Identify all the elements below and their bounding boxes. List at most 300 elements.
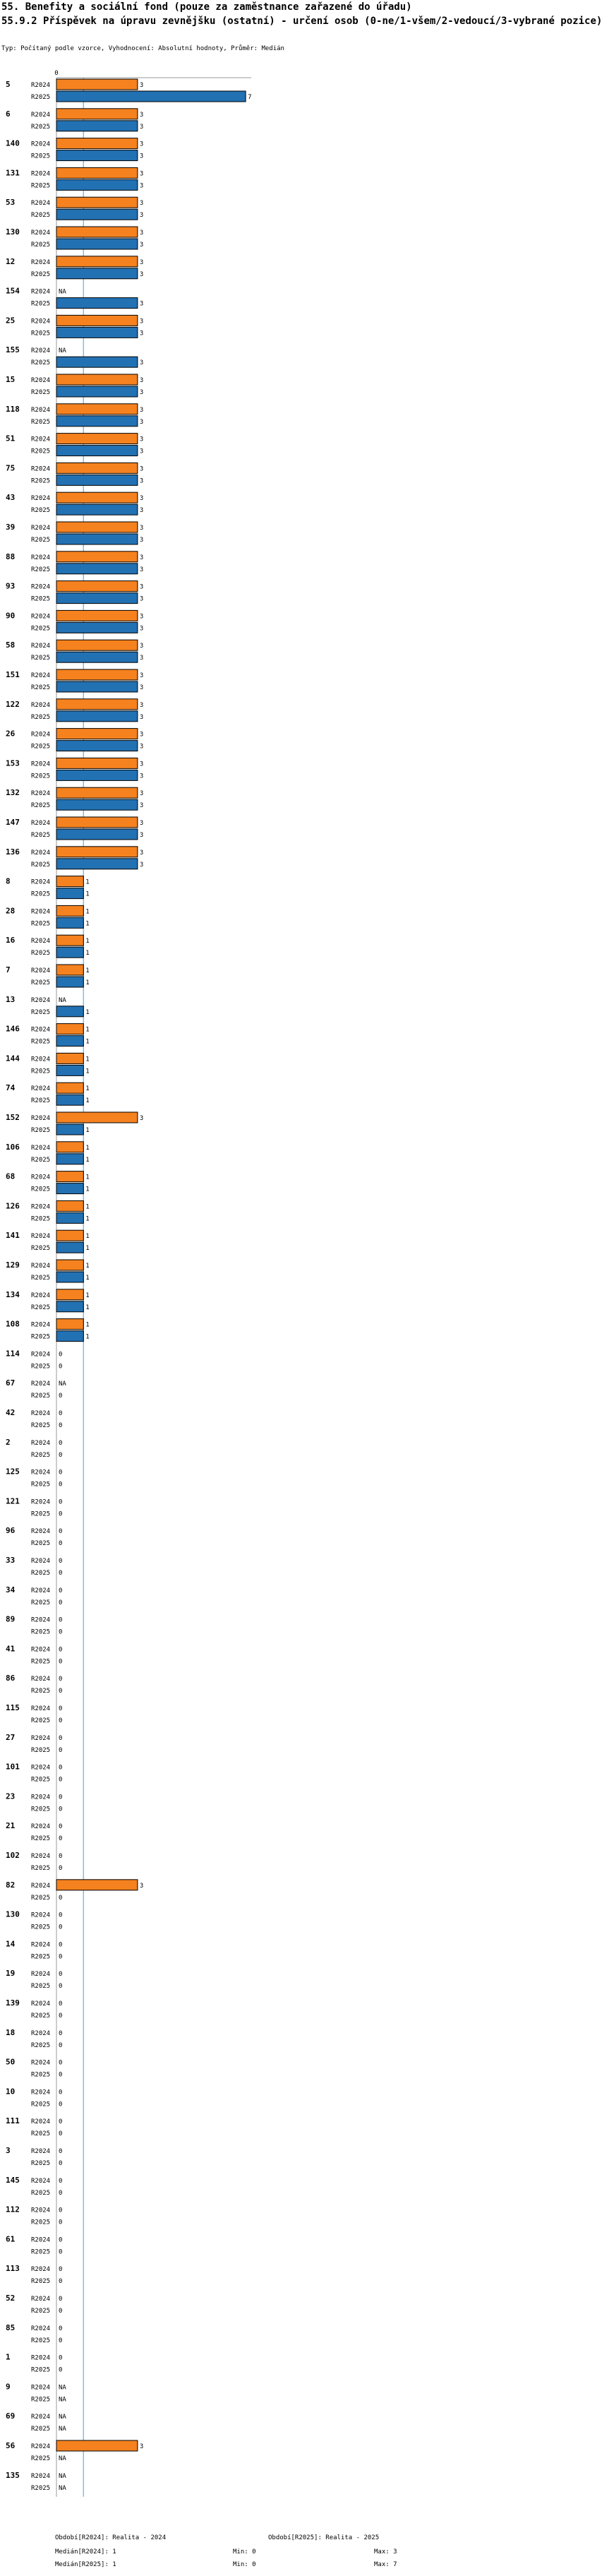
category-label: 114 — [6, 1349, 20, 1359]
category-label: 135 — [6, 2470, 20, 2480]
value-label: 3 — [139, 743, 144, 751]
bar — [56, 935, 83, 946]
series-label: R2024 — [31, 701, 51, 709]
bar — [56, 640, 138, 650]
category-label: 61 — [6, 2234, 16, 2244]
series-label: R2025 — [31, 1451, 51, 1459]
series-label: R2024 — [31, 672, 51, 679]
category-label: 67 — [6, 1378, 16, 1388]
series-label: R2024 — [31, 111, 51, 119]
series-label: R2024 — [31, 2089, 51, 2097]
value-label: 0 — [59, 1410, 63, 1417]
bar — [56, 581, 138, 592]
series-label: R2025 — [31, 595, 51, 603]
bar — [56, 404, 138, 415]
series-label: R2025 — [31, 566, 51, 573]
value-label: 0 — [59, 2012, 63, 2020]
series-label: R2025 — [31, 2396, 51, 2404]
series-label: R2025 — [31, 1215, 51, 1223]
value-label: 1 — [85, 1038, 90, 1046]
series-label: R2025 — [31, 270, 51, 278]
category-label: 130 — [6, 1909, 20, 1919]
value-label: 3 — [139, 525, 144, 532]
value-label: 0 — [59, 2089, 63, 2097]
value-label: 1 — [85, 1008, 90, 1016]
value-label: 3 — [139, 802, 144, 810]
bar — [56, 150, 138, 161]
series-label: R2025 — [31, 832, 51, 839]
series-label: R2024 — [31, 938, 51, 946]
value-label: 1 — [85, 1333, 90, 1341]
bar — [56, 977, 83, 987]
na-label: NA — [59, 2414, 66, 2421]
series-label: R2025 — [31, 1127, 51, 1134]
value-label: 3 — [139, 713, 144, 721]
bar — [56, 652, 138, 662]
value-label: 0 — [59, 2308, 63, 2315]
value-label: 0 — [59, 2071, 63, 2079]
bar — [56, 947, 83, 958]
bar — [56, 610, 138, 621]
series-label: R2025 — [31, 2041, 51, 2049]
value-label: 3 — [139, 448, 144, 455]
category-label: 23 — [6, 1791, 16, 1801]
series-label: R2024 — [31, 731, 51, 739]
series-label: R2024 — [31, 2414, 51, 2421]
na-label: NA — [59, 2384, 66, 2392]
category-label: 151 — [6, 670, 20, 679]
category-label: 153 — [6, 758, 20, 768]
series-label: R2025 — [31, 1746, 51, 1754]
series-label: R2025 — [31, 1097, 51, 1105]
value-label: 1 — [85, 967, 90, 974]
series-label: R2025 — [31, 1333, 51, 1341]
series-label: R2025 — [31, 655, 51, 662]
value-label: 0 — [59, 2101, 63, 2109]
category-label: 7 — [6, 965, 11, 974]
series-label: R2025 — [31, 1688, 51, 1695]
footer-max-2025: Max: 7 — [374, 2561, 397, 2568]
value-label: 0 — [59, 1746, 63, 1754]
value-label: 3 — [139, 554, 144, 561]
value-label: 0 — [59, 2000, 63, 2008]
value-label: 3 — [139, 2443, 144, 2450]
category-label: 108 — [6, 1319, 20, 1329]
value-label: 3 — [139, 477, 144, 485]
value-label: 0 — [59, 1616, 63, 1624]
category-label: 6 — [6, 109, 11, 119]
series-label: R2025 — [31, 2101, 51, 2109]
value-label: 0 — [59, 1794, 63, 1801]
value-label: 3 — [139, 583, 144, 591]
value-label: 1 — [85, 1215, 90, 1223]
series-label: R2025 — [31, 2455, 51, 2462]
bar — [56, 179, 138, 190]
footer-median-2024: Medián[R2024]: 1 — [55, 2548, 116, 2556]
category-label: 9 — [6, 2382, 11, 2392]
category-label: 136 — [6, 847, 20, 857]
value-label: 0 — [59, 1688, 63, 1695]
axis-tick-label: 0 — [54, 70, 59, 77]
value-label: 1 — [85, 1026, 90, 1034]
series-label: R2024 — [31, 2443, 51, 2450]
series-label: R2025 — [31, 1717, 51, 1724]
value-label: 3 — [139, 684, 144, 691]
category-label: 18 — [6, 2027, 16, 2037]
series-label: R2024 — [31, 141, 51, 148]
series-label: R2025 — [31, 1363, 51, 1371]
series-label: R2024 — [31, 2384, 51, 2392]
category-label: 139 — [6, 1998, 20, 2008]
value-label: 3 — [139, 111, 144, 119]
value-label: 0 — [59, 2059, 63, 2067]
category-label: 58 — [6, 640, 16, 650]
series-label: R2024 — [31, 2148, 51, 2155]
value-label: 1 — [85, 950, 90, 958]
category-label: 131 — [6, 168, 20, 178]
series-label: R2025 — [31, 1186, 51, 1193]
bar — [56, 622, 138, 633]
bar — [56, 1272, 83, 1282]
category-label: 50 — [6, 2057, 16, 2067]
value-label: 3 — [139, 595, 144, 603]
value-label: 3 — [139, 849, 144, 857]
value-label: 0 — [59, 2189, 63, 2197]
footer-period-2024: Období[R2024]: Realita - 2024 — [55, 2534, 167, 2541]
bar — [56, 492, 138, 503]
series-label: R2024 — [31, 82, 51, 89]
category-label: 82 — [6, 1880, 16, 1890]
series-label: R2025 — [31, 2160, 51, 2167]
bar — [56, 91, 246, 102]
series-label: R2025 — [31, 1924, 51, 1931]
series-label: R2024 — [31, 1085, 51, 1093]
series-label: R2025 — [31, 1245, 51, 1253]
bar — [56, 2440, 138, 2451]
category-label: 140 — [6, 138, 20, 148]
value-label: 3 — [139, 123, 144, 131]
value-label: 0 — [59, 1806, 63, 1813]
bar — [56, 1112, 138, 1123]
bar — [56, 847, 138, 857]
bar — [56, 1289, 83, 1300]
value-label: 0 — [59, 2366, 63, 2374]
series-label: R2024 — [31, 1498, 51, 1506]
value-label: 0 — [59, 2236, 63, 2244]
footer-min-2025: Min: 0 — [233, 2561, 256, 2568]
bar — [56, 859, 138, 869]
category-label: 146 — [6, 1024, 20, 1034]
bar — [56, 965, 83, 975]
na-label: NA — [59, 2484, 66, 2492]
bar — [56, 167, 138, 178]
na-label: NA — [59, 288, 66, 296]
value-label: 0 — [59, 1971, 63, 1979]
bar — [56, 1142, 83, 1152]
series-label: R2024 — [31, 613, 51, 621]
series-label: R2025 — [31, 1008, 51, 1016]
bar — [56, 1242, 83, 1253]
category-label: 34 — [6, 1585, 16, 1594]
series-label: R2025 — [31, 684, 51, 691]
category-label: 118 — [6, 404, 20, 414]
value-label: 3 — [139, 406, 144, 414]
value-label: 1 — [85, 938, 90, 946]
series-label: R2024 — [31, 465, 51, 473]
series-label: R2024 — [31, 554, 51, 561]
series-label: R2025 — [31, 920, 51, 928]
series-label: R2025 — [31, 448, 51, 455]
category-label: 144 — [6, 1054, 20, 1063]
series-label: R2024 — [31, 1203, 51, 1211]
series-label: R2025 — [31, 1658, 51, 1666]
series-label: R2025 — [31, 2012, 51, 2020]
bar — [56, 1036, 83, 1046]
category-label: 88 — [6, 551, 16, 561]
series-label: R2025 — [31, 1481, 51, 1489]
series-label: R2024 — [31, 1882, 51, 1890]
bar — [56, 1053, 83, 1063]
value-label: 1 — [85, 1292, 90, 1299]
bar — [56, 1260, 83, 1270]
series-label: R2025 — [31, 1894, 51, 1902]
category-label: 129 — [6, 1260, 20, 1270]
footer-period-2025: Období[R2025]: Realita - 2025 — [268, 2534, 380, 2541]
bar — [56, 256, 138, 267]
bar — [56, 504, 138, 515]
series-label: R2024 — [31, 1558, 51, 1565]
value-label: 3 — [139, 566, 144, 573]
series-label: R2025 — [31, 890, 51, 898]
bar — [56, 1212, 83, 1223]
bar — [56, 79, 138, 90]
series-label: R2025 — [31, 1865, 51, 1872]
series-label: R2024 — [31, 2029, 51, 2037]
value-label: 0 — [59, 2248, 63, 2256]
category-label: 21 — [6, 1821, 16, 1831]
series-label: R2025 — [31, 1540, 51, 1548]
chart-title-line2: 55.9.2 Příspěvek na úpravu zevnějšku (ostatní) - určení osob (0-ne/1-všem/2-vedoucí/3-vybrané pozice) — [1, 16, 602, 27]
bar — [56, 758, 138, 768]
category-label: 147 — [6, 818, 20, 827]
series-label: R2025 — [31, 182, 51, 190]
bar — [56, 1230, 83, 1241]
series-label: R2024 — [31, 2207, 51, 2214]
value-label: 1 — [85, 1203, 90, 1211]
category-label: 53 — [6, 198, 16, 208]
value-label: 0 — [59, 2207, 63, 2214]
series-label: R2025 — [31, 2366, 51, 2374]
bar — [56, 386, 138, 397]
category-label: 69 — [6, 2411, 16, 2421]
value-label: 0 — [59, 1422, 63, 1429]
bar — [56, 681, 138, 692]
category-label: 125 — [6, 1467, 20, 1477]
series-label: R2024 — [31, 1853, 51, 1860]
value-label: 3 — [139, 507, 144, 515]
series-label: R2024 — [31, 1351, 51, 1359]
category-label: 130 — [6, 227, 20, 237]
series-label: R2024 — [31, 1026, 51, 1034]
series-label: R2024 — [31, 436, 51, 443]
bar — [56, 711, 138, 722]
series-label: R2025 — [31, 2071, 51, 2079]
series-label: R2025 — [31, 507, 51, 515]
series-label: R2024 — [31, 761, 51, 768]
series-label: R2025 — [31, 300, 51, 308]
bar — [56, 829, 138, 840]
series-label: R2024 — [31, 1439, 51, 1447]
na-label: NA — [59, 2396, 66, 2404]
series-label: R2024 — [31, 200, 51, 208]
series-label: R2025 — [31, 1068, 51, 1075]
series-label: R2024 — [31, 2059, 51, 2067]
series-label: R2024 — [31, 1676, 51, 1683]
series-label: R2025 — [31, 802, 51, 810]
bar — [56, 1331, 83, 1342]
bar — [56, 564, 138, 574]
series-label: R2024 — [31, 318, 51, 326]
category-label: 39 — [6, 523, 16, 532]
series-label: R2024 — [31, 1469, 51, 1477]
value-label: 0 — [59, 1439, 63, 1447]
value-label: 0 — [59, 1481, 63, 1489]
value-label: 3 — [139, 418, 144, 426]
category-label: 152 — [6, 1113, 20, 1122]
bar — [56, 109, 138, 119]
value-label: 0 — [59, 1510, 63, 1518]
bar — [56, 905, 83, 916]
value-label: 0 — [59, 1558, 63, 1565]
bar — [56, 434, 138, 444]
series-label: R2024 — [31, 1794, 51, 1801]
value-label: 1 — [85, 1174, 90, 1181]
na-label: NA — [59, 996, 66, 1004]
category-label: 89 — [6, 1614, 16, 1624]
category-label: 5 — [6, 80, 11, 89]
bar — [56, 475, 138, 485]
value-label: 3 — [139, 330, 144, 338]
value-label: 3 — [139, 270, 144, 278]
value-label: 0 — [59, 1983, 63, 1991]
series-label: R2025 — [31, 242, 51, 249]
bar — [56, 268, 138, 279]
bar — [56, 1200, 83, 1211]
series-label: R2024 — [31, 1705, 51, 1712]
value-label: 3 — [139, 773, 144, 780]
series-label: R2024 — [31, 1233, 51, 1241]
series-label: R2025 — [31, 537, 51, 544]
value-label: 3 — [139, 436, 144, 443]
value-label: 3 — [139, 170, 144, 178]
na-label: NA — [59, 2426, 66, 2433]
bar — [56, 534, 138, 544]
value-label: 0 — [59, 1894, 63, 1902]
series-label: R2024 — [31, 288, 51, 296]
series-label: R2024 — [31, 2236, 51, 2244]
value-label: 3 — [139, 701, 144, 709]
series-label: R2024 — [31, 258, 51, 266]
series-label: R2025 — [31, 212, 51, 220]
value-label: 0 — [59, 1393, 63, 1400]
series-label: R2024 — [31, 1646, 51, 1654]
bar — [56, 121, 138, 131]
series-label: R2025 — [31, 389, 51, 396]
value-label: 1 — [85, 878, 90, 886]
series-label: R2024 — [31, 908, 51, 916]
value-label: 1 — [85, 1127, 90, 1134]
series-label: R2025 — [31, 2130, 51, 2138]
value-label: 3 — [139, 643, 144, 650]
bar — [56, 446, 138, 456]
category-label: 126 — [6, 1201, 20, 1211]
value-label: 0 — [59, 1853, 63, 1860]
value-label: 0 — [59, 1676, 63, 1683]
series-label: R2025 — [31, 1776, 51, 1784]
bar — [56, 138, 138, 149]
value-label: 1 — [85, 979, 90, 986]
chart-subtitle: Typ: Počítaný podle vzorce, Vyhodnocení: Absolutní hodnoty, Průměr: Medián — [1, 45, 284, 52]
value-label: 3 — [139, 1115, 144, 1122]
category-label: 19 — [6, 1969, 16, 1979]
value-label: 3 — [139, 229, 144, 237]
value-label: 0 — [59, 2278, 63, 2286]
series-label: R2025 — [31, 2278, 51, 2286]
category-label: 90 — [6, 611, 16, 621]
value-label: 1 — [85, 1085, 90, 1093]
value-label: 0 — [59, 2325, 63, 2332]
value-label: 3 — [139, 212, 144, 220]
series-label: R2024 — [31, 1734, 51, 1742]
value-label: 3 — [139, 258, 144, 266]
category-label: 56 — [6, 2441, 16, 2450]
bar — [56, 817, 138, 828]
value-label: 1 — [85, 1263, 90, 1270]
value-label: 3 — [139, 672, 144, 679]
bar — [56, 888, 83, 899]
na-label: NA — [59, 2455, 66, 2462]
value-label: 0 — [59, 1599, 63, 1606]
series-label: R2024 — [31, 643, 51, 650]
value-label: 0 — [59, 2354, 63, 2362]
value-label: 0 — [59, 1953, 63, 1961]
series-label: R2025 — [31, 743, 51, 751]
bar — [56, 917, 83, 928]
category-label: 13 — [6, 994, 16, 1004]
value-label: 3 — [139, 153, 144, 160]
series-label: R2025 — [31, 2308, 51, 2315]
value-label: 0 — [59, 2130, 63, 2138]
category-label: 111 — [6, 2116, 20, 2126]
value-label: 0 — [59, 1451, 63, 1459]
bar — [56, 1183, 83, 1194]
value-label: 0 — [59, 1776, 63, 1784]
series-label: R2024 — [31, 229, 51, 237]
series-label: R2025 — [31, 1038, 51, 1046]
category-label: 85 — [6, 2322, 16, 2332]
category-label: 8 — [6, 876, 11, 886]
value-label: 1 — [85, 1186, 90, 1193]
value-label: 3 — [139, 377, 144, 384]
value-label: 1 — [85, 1068, 90, 1075]
na-label: NA — [59, 2472, 66, 2480]
series-label: R2025 — [31, 1570, 51, 1577]
category-label: 122 — [6, 699, 20, 709]
value-label: 0 — [59, 1351, 63, 1359]
series-label: R2025 — [31, 418, 51, 426]
value-label: 0 — [59, 2029, 63, 2037]
series-label: R2024 — [31, 1528, 51, 1536]
